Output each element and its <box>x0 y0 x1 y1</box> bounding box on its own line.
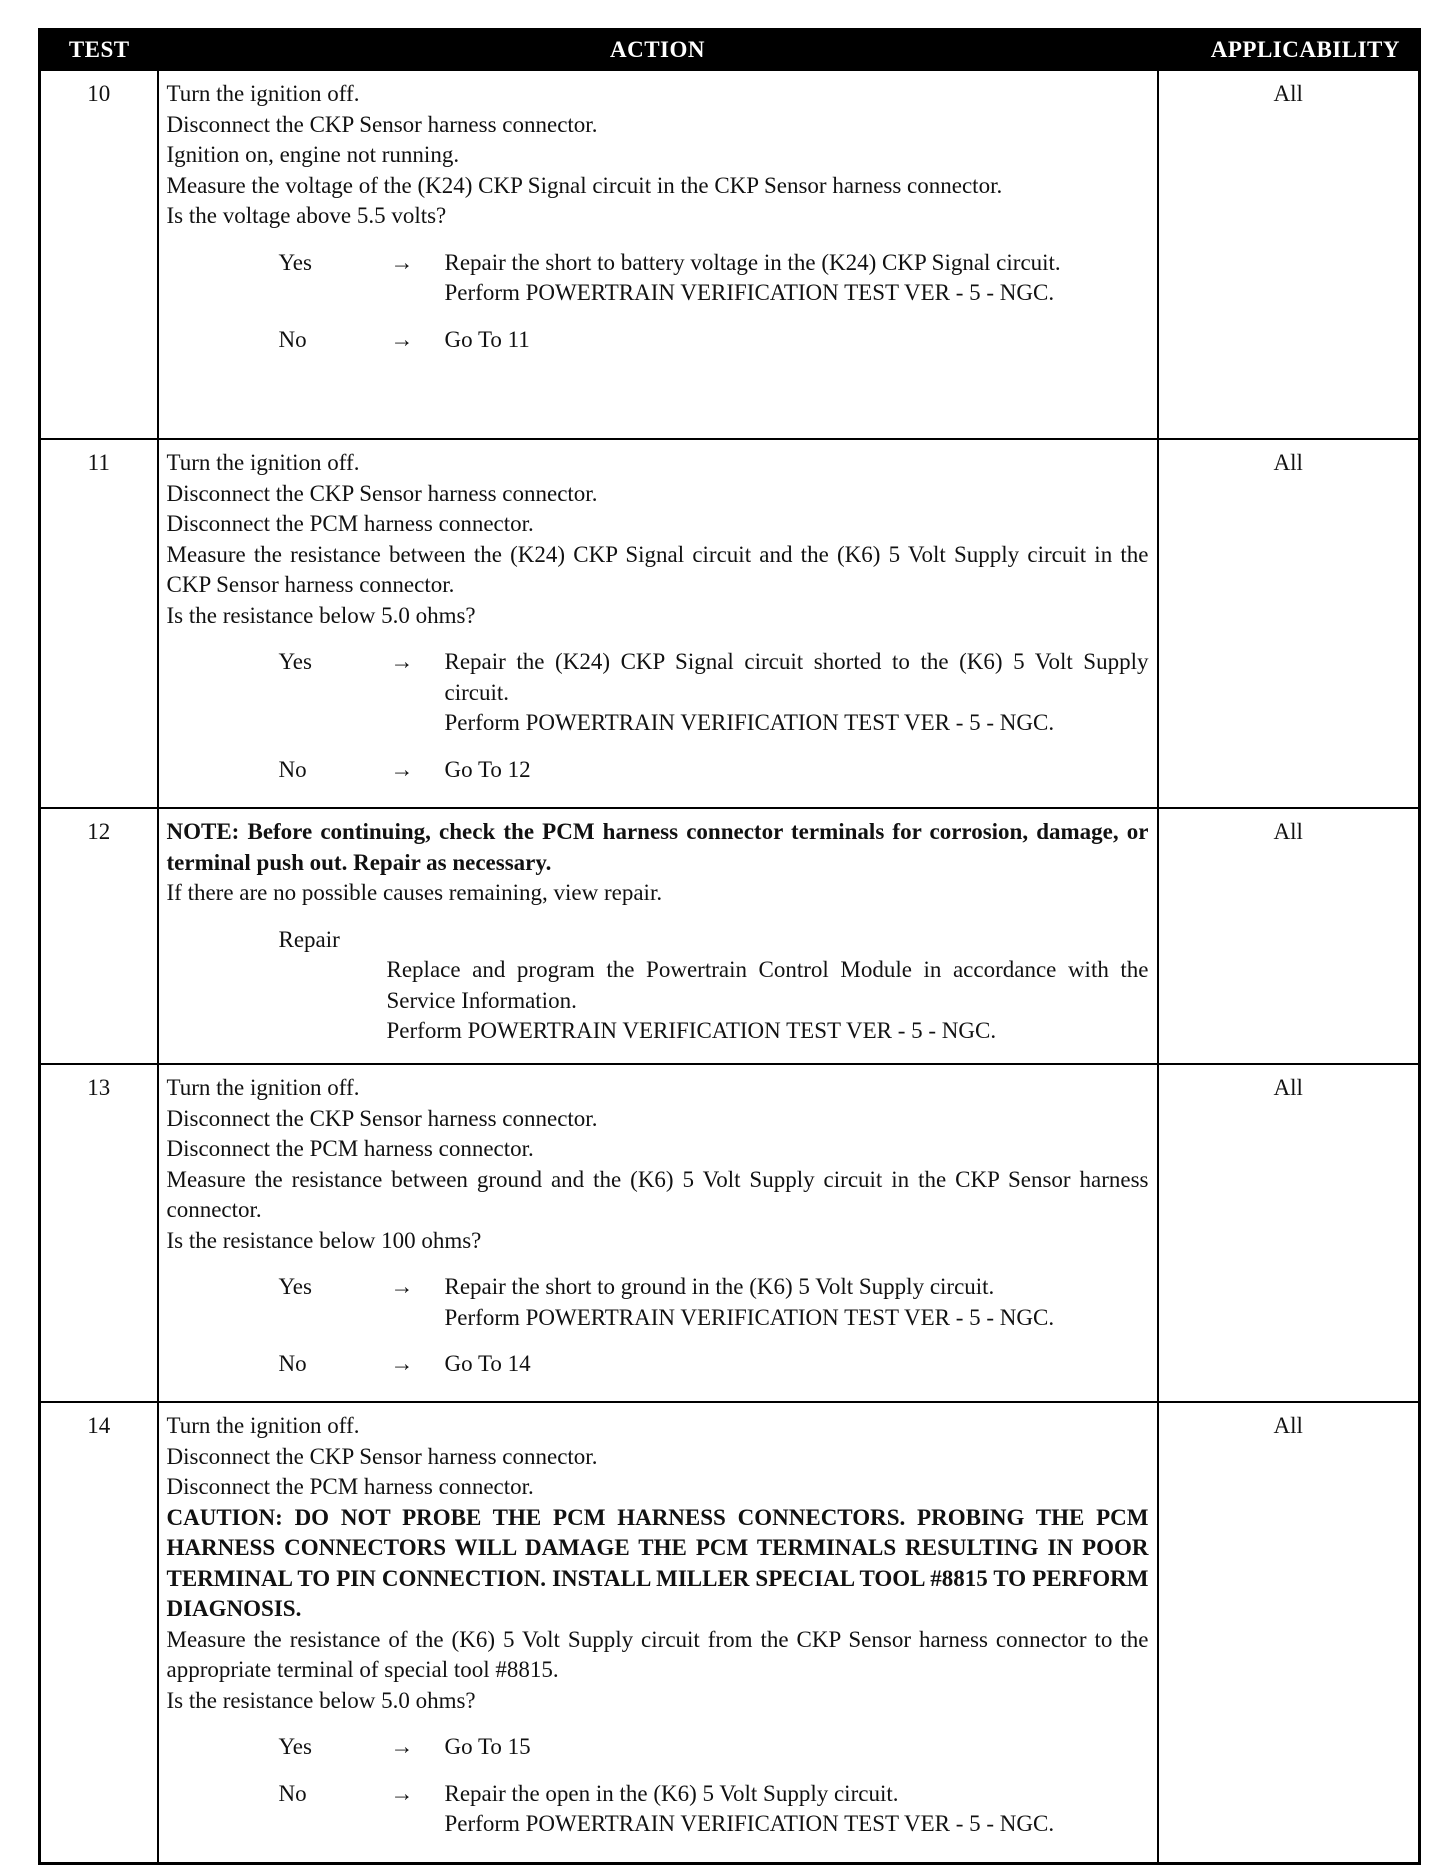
table-row <box>40 1064 1420 1402</box>
table-row <box>40 70 1420 439</box>
action-step: Measure the resistance between ground and the (K6) 5 Volt Supply circuit in the CKP Sensor harness connector. <box>166 1166 1149 1222</box>
action-step: Turn the ignition off. <box>166 81 360 106</box>
table-row <box>40 808 1420 1064</box>
action-step: Turn the ignition off. <box>166 1413 360 1438</box>
action-step: Measure the voltage of the (K24) CKP Signal circuit in the CKP Sensor harness connector. <box>166 172 1003 198</box>
yes-result-line: Repair the short to battery voltage in the (K24) CKP Signal circuit. <box>444 249 1061 275</box>
action-step: Disconnect the CKP Sensor harness connector. <box>166 480 598 506</box>
header-action: ACTION <box>158 30 1158 71</box>
table-header-row <box>40 30 1420 71</box>
no-result-line: Perform POWERTRAIN VERIFICATION TEST VER - 5 - NGC. <box>444 1811 1055 1836</box>
repair-text: Replace and program the Powertrain Control Module in accordance with the Service Information. <box>386 957 1149 1013</box>
arrow-icon: → <box>390 649 414 674</box>
diagnostic-page <box>38 28 1418 1865</box>
yes-label: Yes <box>278 1734 312 1759</box>
note-text: NOTE: Before continuing, check the PCM harness connector terminals for corrosion, damage, or terminal push out. Repair as necessary. <box>166 819 1149 875</box>
action-step: Disconnect the CKP Sensor harness connector. <box>166 111 598 137</box>
no-label: No <box>278 756 307 782</box>
no-result: Go To 11 <box>444 326 530 352</box>
arrow-icon: → <box>390 1274 414 1299</box>
test-number: 13 <box>40 1064 158 1402</box>
table-row <box>40 1402 1420 1863</box>
test-number: 10 <box>40 70 158 439</box>
action-step: Disconnect the PCM harness connector. <box>166 511 534 536</box>
yes-result-line: Repair the (K24) CKP Signal circuit shorted to the (K6) 5 Volt Supply circuit. <box>444 649 1149 705</box>
yes-label: Yes <box>278 1274 312 1299</box>
action-step: Turn the ignition off. <box>166 450 360 475</box>
no-result <box>445 1779 1149 1840</box>
yes-answer <box>167 647 1149 739</box>
action-cell <box>158 1064 1158 1402</box>
action-question: Is the resistance below 5.0 ohms? <box>166 1687 476 1713</box>
test-number: 12 <box>40 808 158 1064</box>
no-label: No <box>278 326 307 352</box>
yes-result <box>445 248 1149 309</box>
header-test: TEST <box>40 30 158 71</box>
no-answer <box>167 325 1149 356</box>
caution-text: CAUTION: DO NOT PROBE THE PCM HARNESS CONNECTORS. PROBING THE PCM HARNESS CONNECTORS WILL DAMAGE THE PCM TERMINALS RESULTING IN POOR TERMINAL TO PIN CONNECTION. INSTALL MILLER SPECIAL TOOL #8815 TO PERFORM DIAGNOSIS. <box>166 1504 1149 1621</box>
action-cell <box>158 808 1158 1064</box>
yes-answer <box>167 1272 1149 1333</box>
yes-label: Yes <box>278 249 312 275</box>
table-row <box>40 439 1420 808</box>
applicability-value: All <box>1158 70 1420 439</box>
action-cell <box>158 1402 1158 1863</box>
header-applicability: APPLICABILITY <box>1158 30 1420 71</box>
yes-result <box>445 647 1149 739</box>
yes-result: Go To 15 <box>444 1734 531 1759</box>
applicability-value: All <box>1158 1064 1420 1402</box>
no-label: No <box>278 1780 307 1806</box>
repair-text: Perform POWERTRAIN VERIFICATION TEST VER - 5 - NGC. <box>386 1018 997 1043</box>
action-cell <box>158 70 1158 439</box>
no-answer <box>167 1779 1149 1840</box>
action-question: Is the resistance below 100 ohms? <box>166 1227 482 1253</box>
no-result: Go To 14 <box>444 1351 531 1376</box>
yes-answer <box>167 1732 1149 1763</box>
test-number: 11 <box>40 439 158 808</box>
applicability-value: All <box>1158 439 1420 808</box>
yes-label: Yes <box>278 649 312 674</box>
no-result: Go To 12 <box>444 756 531 782</box>
yes-answer <box>167 248 1149 309</box>
applicability-value: All <box>1158 1402 1420 1863</box>
test-number: 14 <box>40 1402 158 1863</box>
no-result-line: Repair the open in the (K6) 5 Volt Supply circuit. <box>444 1780 899 1806</box>
yes-result <box>445 1272 1149 1333</box>
no-answer <box>167 1349 1149 1380</box>
yes-result-line: Perform POWERTRAIN VERIFICATION TEST VER - 5 - NGC. <box>444 280 1055 305</box>
action-step: Measure the resistance between the (K24) CKP Signal circuit and the (K6) 5 Volt Supply circuit in the CKP Sensor harness connector. <box>166 541 1149 597</box>
arrow-icon: → <box>390 1780 414 1806</box>
no-answer <box>167 755 1149 786</box>
repair-label: Repair <box>278 926 340 952</box>
arrow-icon: → <box>390 756 414 782</box>
no-label: No <box>278 1351 307 1376</box>
action-question: Is the voltage above 5.5 volts? <box>166 203 447 228</box>
arrow-icon: → <box>390 326 414 352</box>
action-question: Is the resistance below 5.0 ohms? <box>166 602 476 628</box>
arrow-icon: → <box>390 1734 414 1759</box>
action-step: Ignition on, engine not running. <box>166 142 460 167</box>
yes-result-line: Repair the short to ground in the (K6) 5 Volt Supply circuit. <box>444 1274 995 1299</box>
action-cell <box>158 439 1158 808</box>
action-step: Disconnect the CKP Sensor harness connector. <box>166 1443 598 1469</box>
action-step: Measure the resistance of the (K6) 5 Volt Supply circuit from the CKP Sensor harness connector to the appropriate terminal of special tool #8815. <box>166 1626 1149 1682</box>
yes-result-line: Perform POWERTRAIN VERIFICATION TEST VER - 5 - NGC. <box>444 1304 1055 1330</box>
applicability-value: All <box>1158 808 1420 1064</box>
arrow-icon: → <box>390 1351 414 1376</box>
action-step: Disconnect the PCM harness connector. <box>166 1136 534 1161</box>
action-step: Disconnect the PCM harness connector. <box>166 1474 534 1499</box>
action-step: Turn the ignition off. <box>166 1075 360 1100</box>
action-step: If there are no possible causes remaining, view repair. <box>166 880 663 905</box>
diagnostic-test-table <box>38 28 1421 1865</box>
yes-result-line: Perform POWERTRAIN VERIFICATION TEST VER - 5 - NGC. <box>444 710 1055 735</box>
arrow-icon: → <box>390 249 414 275</box>
action-step: Disconnect the CKP Sensor harness connector. <box>166 1105 598 1131</box>
